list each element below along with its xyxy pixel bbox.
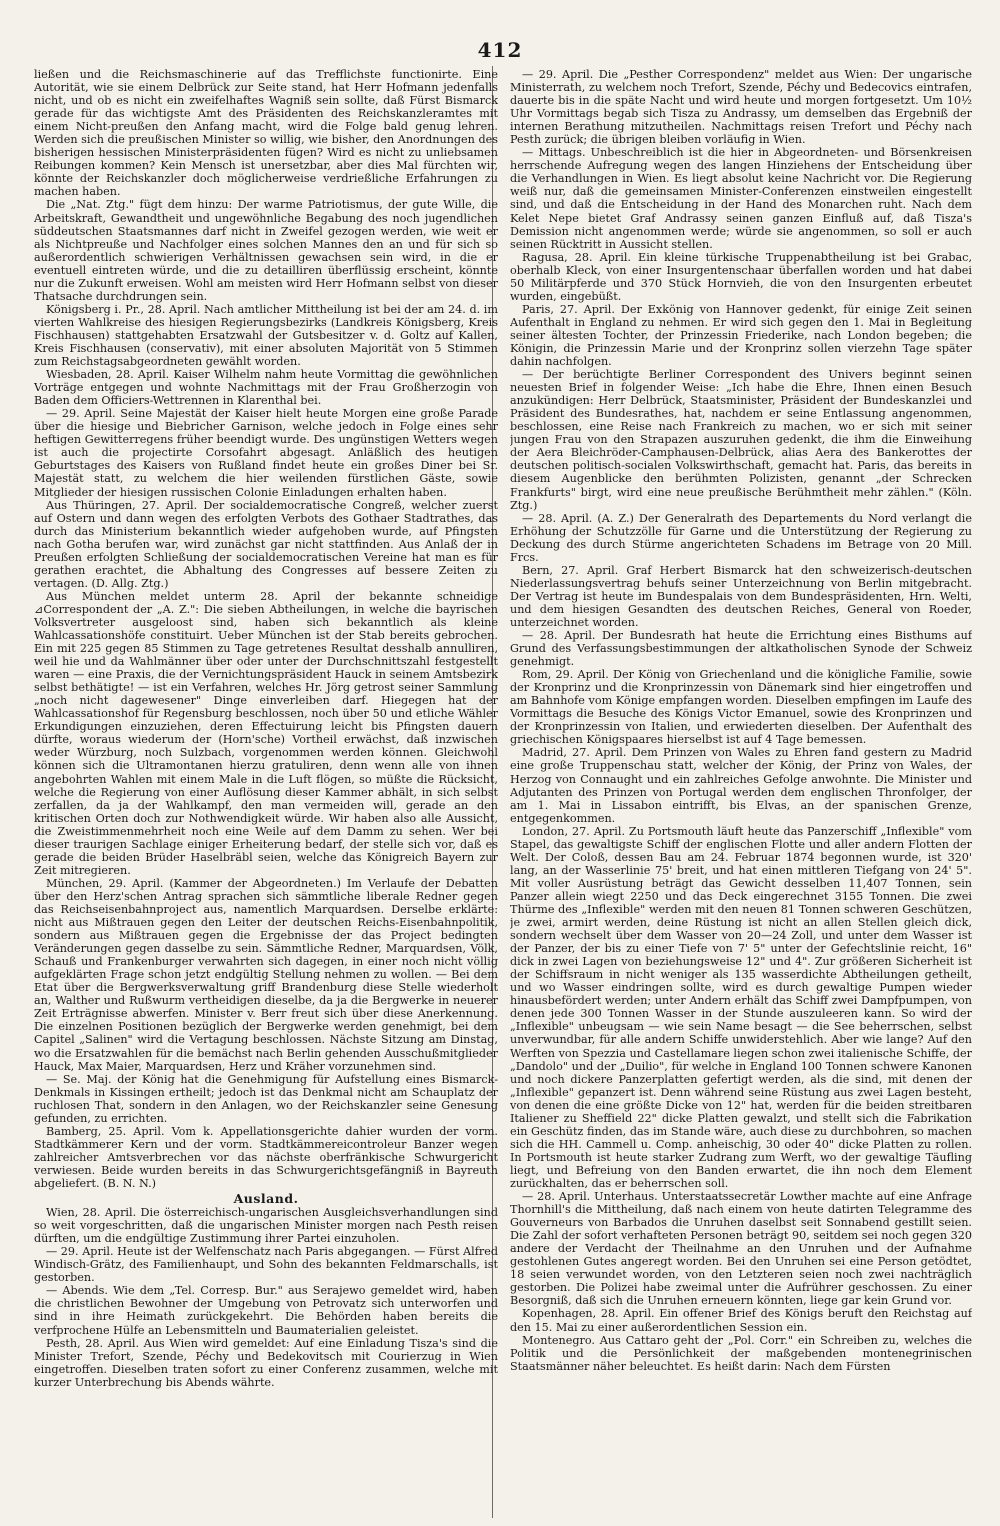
- article-paragraph: — 29. April. Die „Pesther Correspondenz" meldet aus Wien: Der ungarische Ministerrath, zu welchem noch Trefort, Szende, Péchy und Bedecovics eintrafen, dauerte bis in die späte Nacht und wird heute und morgen fortgesetzt. Um 10½ Uhr Vormittags begab sich Tisza zu Andrassy, um demselben das Ergebniß der internen Berathung mitzutheilen. Nachmittags reisen Trefort und Péchy nach Pesth zurück; die übrigen bleiben vorläufig in Wien.: [510, 68, 972, 147]
- section-heading-ausland: Ausland.: [233, 1191, 299, 1207]
- article-paragraph: Montenegro. Aus Cattaro geht der „Pol. Corr." ein Schreiben zu, welches die Politik und die Persönlichkeit der maßgebenden montenegrinischen Staatsmänner näher beleuchtet. Es heißt darin: Nach dem Fürsten: [510, 1333, 972, 1373]
- article-paragraph: Paris, 27. April. Der Exkönig von Hannover gedenkt, für einige Zeit seinen Aufenthalt in England zu nehmen. Er wird sich gegen den 1. Mai in Begleitung seiner ältesten Tochter, der Prinzessin Friederike, nach London begeben; die Königin, die Prinzessin Marie und der Kronprinz sollen vierzehn Tage später dahin nachfolgen.: [510, 302, 972, 369]
- right-column: [510, 68, 972, 1516]
- article-paragraph: — Abends. Wie dem „Tel. Corresp. Bur." aus Serajewo gemeldet wird, haben die christlichen Bewohner der Umgebung von Petrovatz sich unterworfen und sind in ihre Heimath zurückgekehrt. Die Behörden haben bereits die verfprochene Hülfe an Lebensmitteln und Baumaterialien geleistet.: [34, 1284, 498, 1337]
- article-paragraph: Wien, 28. April. Die österreichisch-ungarischen Ausgleichsverhandlungen sind so weit vorgeschritten, daß die ungarischen Minister morgen nach Pesth reisen dürften, um die endgültige Zustimmung ihrer Partei einzuholen.: [34, 1206, 498, 1246]
- article-paragraph: ließen und die Reichsmaschinerie auf das Trefflichste functionirte. Eine Autorität, wie sie einem Delbrück zur Seite stand, hat Herr Hofmann jedenfalls nicht, und ob es nicht ein zweifelhaftes Wagniß sein sollte, daß Fürst Bismarck gerade für das wichtigste Amt des Präsidenten des Reichskanzleramtes mit einem Nicht-preußen den Anfang macht, wird die Folge bald genug lehren. Werden sich die preußischen Minister so willig, wie bisher, den Anordnungen des bisherigen hessischen Ministerpräsidenten fügen? Wird es nicht zu unliebsamen Reibungen kommen? Kein Mensch ist unersetzbar, aber dies Mal fürchten wir, könnte der Reichskanzler doch möglicherweise verdrießliche Erfahrungen zu machen haben.: [34, 68, 498, 199]
- page-number: 412: [477, 38, 523, 62]
- article-paragraph: — 29. April. Heute ist der Welfenschatz nach Paris abgegangen. — Fürst Alfred Windisch-Grätz, des Familienhaupt, und Sohn des bekannten Feldmarschalls, ist gestorben.: [34, 1245, 498, 1285]
- article-paragraph: Kopenhagen, 28. April. Ein offener Brief des Königs beruft den Reichstag auf den 15. Mai zu einer außerordentlichen Session ein.: [510, 1307, 972, 1334]
- article-paragraph: — Der berüchtigte Berliner Correspondent des Univers beginnt seinen neuesten Brief in folgender Weise: „Ich habe die Ehre, Ihnen einen Besuch anzukündigen: Herr Delbrück, Staatsminister, Präsident der Bundeskanzlei und Präsident des Bundesrathes, hat, nachdem er seine Entlassung angenommen, beschlossen, eine Reise nach Frankreich zu machen, wo er sich mit seiner jungen Frau von den Strapazen auszuruhen gedenkt, die ihm die Einweihung der Aera Bleichröder-Camphausen-Delbrück, alias Aera des Bankerottes der deutschen politisch-socialen Volkswirthschaft, gemacht hat. Paris, das bereits in diesem Augenblicke den berühmten Polizisten, genannt „der Schrecken Frankfurts" birgt, wird eine neue preußische Berühmtheit mehr zählen." (Köln. Ztg.): [510, 368, 972, 512]
- article-paragraph: — 29. April. Seine Majestät der Kaiser hielt heute Morgen eine große Parade über die hiesige und Biebricher Garnison, welche jedoch in Folge eines sehr heftigen Gewitterregens früher beendigt wurde. Des ungünstigen Wetters wegen ist auch die projectirte Corsofahrt abgesagt. Anläßlich des heutigen Geburtstages des Kaisers von Rußland findet heute ein großes Diner bei Sr. Majestät statt, zu welchem die hier weilenden fürstlichen Gäste, sowie Mitglieder der hiesigen russischen Colonie Einladungen erhalten haben.: [34, 407, 498, 499]
- article-paragraph: Die „Nat. Ztg." fügt dem hinzu: Der warme Patriotismus, der gute Wille, die Arbeitskraft, Gewandtheit und ungewöhnliche Begabung des noch jugendlichen süddeutschen Staatsmannes darf nicht in Zweifel gezogen werden, wie weit er als Nichtpreuße und Nachfolger eines solchen Mannes den an und für sich so außerordentlich schwierigen Verhältnissen gewachsen sein wird, in die er eventuell eintreten würde, und die zu detailliren überflüssig erscheint, könnte nur die Zukunft erweisen. Wohl am meisten wird Herr Hofmann selbst von dieser Thatsache durchdrungen sein.: [34, 198, 498, 303]
- article-paragraph: Ragusa, 28. April. Ein kleine türkische Truppenabtheilung ist bei Grabac, oberhalb Kleck, von einer Insurgentenschaar überfallen worden und hat dabei 50 Militärpferde und 370 Stück Hornvieh, die von den Insurgenten erbeutet wurden, eingebüßt.: [510, 250, 972, 303]
- article-paragraph: Aus München meldet unterm 28. April der bekannte schneidige ⊿Correspondent der „A. Z.": Die sieben Abtheilungen, in welche die bayrischen Volksvertreter ausgeloost sind, haben sich bekanntlich als kleine Wahlcassationshöfe constituirt. Ueber München ist der Stab bereits gebrochen. Ein mit 225 gegen 85 Stimmen zu Tage getretenes Resultat desshalb annulliren, weil hie und da Wahlmänner über oder unter der Durchschnittszahl festgestellt waren — eine Praxis, die der Vernichtungspräsident Hauck in seinem Amtsbezirk selbst bethätigte! — ist ein Verfahren, welches Hr. Jörg getrost seiner Sammlung „noch nicht dagewesener" Dinge einverleiben darf. Hiegegen hat der Wahlcassationshof für Regensburg beschlossen, noch über 50 und etliche Wähler Erkundigungen einzuziehen, deren Effectuirung leicht bis Pfingsten dauern dürfte, woraus wiederum der (Horn'sche) Vortheil erwächst, daß inzwischen weder Würzburg, noch Sulzbach, vorgenommen werden können. Gleichwohl können sich die Ultramontanen hierzu gratuliren, denn wenn alle von ihnen angebohrten Wahlen mit einem Male in die Luft flögen, so müßte die Rücksicht, welche die Regierung von einer Auflösung dieser Kammer abhält, in sich selbst zerfallen, da ja der Wahlkampf, den man vermeiden will, gerade an den kritischen Orten doch zur Nothwendigkeit würde. Wir haben also alle Aussicht, die Zweistimmenmehrheit noch eine Weile auf dem Damm zu sehen. Wer bei dieser traurigen Sachlage einiger Erheiterung bedarf, der stelle sich vor, daß es gerade die beiden Brüder Haselbräbl seien, welche das Königreich Bayern zur Zeit mitregieren.: [34, 589, 498, 877]
- article-paragraph: — Se. Maj. der König hat die Genehmigung für Aufstellung eines Bismarck-Denkmals in Kissingen ertheilt; jedoch ist das Denkmal nicht am Schauplatz der ruchlosen That, sondern in den Anlagen, wo der Reichskanzler seine Genesung gefunden, zu errichten.: [34, 1072, 498, 1125]
- left-column: [34, 68, 498, 1516]
- article-paragraph: Wiesbaden, 28. April. Kaiser Wilhelm nahm heute Vormittag die gewöhnlichen Vorträge entgegen und wohnte Nachmittags mit der Frau Großherzogin von Baden dem Officiers-Wettrennen in Klarenthal bei.: [34, 368, 498, 408]
- article-paragraph: Bern, 27. April. Graf Herbert Bismarck hat den schweizerisch-deutschen Niederlassungsvertrag behufs seiner Unterzeichnung von Berlin mitgebracht. Der Vertrag ist heute im Bundespalais von dem Bundespräsidenten, Hrn. Welti, und dem hiesigen Gesandten des deutschen Reiches, General von Roeder, unterzeichnet worden.: [510, 563, 972, 629]
- article-paragraph: — 28. April. Unterhaus. Unterstaatssecretär Lowther machte auf eine Anfrage Thornhill's die Mittheilung, daß nach einem von heute datirten Telegramme des Gouverneurs von Barbados die Unruhen daselbst seit Sonnabend gestillt seien. Die Zahl der sofort verhafteten Personen beträgt 90, seitdem sei noch gegen 320 andere der Verdacht der Theilnahme an den Unruhen und der Aufnahme gestohlenen Gutes angeregt worden. Bei den Unruhen sei eine Person getödtet, 18 seien verwundet worden, von den Letzteren seien noch zwei nachträglich gestorben. Die Polizei habe zweimal unter die Aufrührer geschossen. Zu einer Besorgniß, daß sich die Unruhen erneuern könnten, liege gar kein Grund vor.: [510, 1190, 972, 1308]
- article-paragraph: Madrid, 27. April. Dem Prinzen von Wales zu Ehren fand gestern zu Madrid eine große Truppenschau statt, welcher der König, der Prinz von Wales, der Herzog von Connaught und ein zahlreiches Gefolge anwohnte. Die Minister und Adjutanten des Prinzen von Portugal werden dem englischen Thronfolger, der am 1. Mai in Lissabon eintrifft, bis Elvas, an der spanischen Grenze, entgegenkommen.: [510, 746, 972, 825]
- article-paragraph: London, 27. April. Zu Portsmouth läuft heute das Panzerschiff „Inflexible" vom Stapel, das gewaltigste Schiff der englischen Flotte und aller andern Flotten der Welt. Der Coloß, dessen Bau am 24. Februar 1874 begonnen wurde, ist 320' lang, an der Wasserlinie 75' breit, und hat einen mittleren Tiefgang von 24' 5". Mit voller Ausrüstung beträgt das Gewicht desselben 11,407 Tonnen, sein Panzer allein wiegt 2250 und das Deck eingerechnet 3155 Tonnen. Die zwei Thürme des „Inflexible" werden mit den neuen 81 Tonnen schweren Geschützen, je zwei, armirt werden, deine Rüstung ist nicht an allen Stellen gleich dick, sondern wechselt über dem Wasser von 20—24 Zoll, und unter dem Wasser ist der Panzer, der bis zu einer Tiefe von 7' 5" unter der Gefechtslinie reicht, 16" dick in zwei Lagen von beziehungsweise 12" und 4". Zur größeren Sicherheit ist der Schiffsraum in nicht weniger als 135 wasserdichte Abtheilungen getheilt, und wo Wasser eindringen sollte, wird es durch gewaltige Pumpen wieder hinausbefördert werden; unter Andern erhält das Schiff zwei Dampfpumpen, von denen jede 300 Tonnen Wasser in der Stunde auszuleeren kann. So wird der „Inflexible" unbeugsam — wie sein Name besagt — die See beherrschen, selbst unverwundbar, für alle andern Schiffe unwiderstehlich. Aber wie lange? Auf den Werften von Spezzia und Castellamare liegen schon zwei italienische Schiffe, der „Dandolo" und der „Duilio", für welche in England 100 Tonnen schwere Kanonen und noch dickere Panzerplatten gefertigt werden, als die sind, mit denen der „Inflexible" gepanzert ist. Denn während seine Rüstung aus zwei Lagen besteht, von denen die eine größte Dicke von 12" hat, werden für die beiden streitbaren Italiener zu Sheffield 22" dicke Platten gewalzt, und stellt sich die Fabrikation ein Geschütz finden, das im Stande wäre, auch diese zu durchbohren, so machen sich die HH. Cammell u. Comp. anheischig, 30 oder 40" dicke Platten zu rollen. In Portsmouth ist heute starker Zudrang zum Werft, wo der gewaltige Täufling liegt, und Befreiung von den Banden erwartet, die ihn noch dem Element zurückhalten, das er beherrschen soll.: [510, 824, 972, 1190]
- article-paragraph: — Mittags. Unbeschreiblich ist die hier in Abgeordneten- und Börsenkreisen herrschende Aufregung wegen des langen Hinziehens der Entscheidung über die Verhandlungen in Wien. Es liegt absolut keine Nachricht vor. Die Regierung weiß nur, daß die gemeinsamen Minister-Conferenzen einstweilen eingestellt sind, und daß die Entscheidung in der Hand des Monarchen ruht. Nach dem Kelet Nepe bietet Graf Andrassy seinen ganzen Einfluß auf, daß Tisza's Demission nicht angenommen werde; würde sie angenommen, so soll er auch seinen Rücktritt in Aussicht stellen.: [510, 146, 972, 251]
- article-paragraph: München, 29. April. (Kammer der Abgeordneten.) Im Verlaufe der Debatten über den Herz'schen Antrag sprachen sich sämmtliche liberale Redner gegen das Reichseisenbahnproject aus, namentlich Marquardsen. Derselbe erklärte: nicht aus Mißtrauen gegen den Leiter der deutschen Reichs-Eisenbahnpolitik, sondern aus Mißtrauen gegen die Ergebnisse der das Project bedingten Veränderungen gegen dasselbe zu sein. Sämmtliche Redner, Marquardsen, Völk, Schauß und Frankenburger verwahrten sich dagegen, in einer noch nicht völlig aufgeklärten Frage schon jetzt endgültig Stellung nehmen zu wollen. — Bei dem Etat über die Bergwerksverwaltung griff Brandenburg diese Stelle wiederholt an, Walther und Rußwurm vertheidigen dieselbe, da ja die Bergwerke in neuerer Zeit Erträgnisse abwerfen. Minister v. Berr freut sich über diese Anerkennung. Die einzelnen Positionen bezüglich der Bergwerke werden genehmigt, bei dem Capitel „Salinen" wird die Vertagung beschlossen. Nächste Sitzung am Dinstag, wo die Ersatzwahlen für die bemächst nach Berlin gehenden Ausschußmitglieder Hauck, Max Maier, Marquardsen, Herz und Kräher vorzunehmen sind.: [34, 876, 498, 1073]
- article-paragraph: Pesth, 28. April. Aus Wien wird gemeldet: Auf eine Einladung Tisza's sind die Minister Trefort, Szende, Péchy und Bedekovitsch mit Courierzug in Wien eingetroffen. Dieselben traten sofort zu einer Conferenz zusammen, welche mit kurzer Unterbrechung bis Abends währte.: [34, 1336, 498, 1389]
- article-paragraph: Königsberg i. Pr., 28. April. Nach amtlicher Mittheilung ist bei der am 24. d. im vierten Wahlkreise des hiesigen Regierungsbezirks (Landkreis Königsberg, Kreis Fischhausen) stattgehabten Ersatzwahl der Gutsbesitzer v. d. Goltz auf Kallen, Kreis Fischhausen (conservativ), mit einer absoluten Majorität von 5 Stimmen zum Reichstagsabgeordneten gewählt worden.: [34, 302, 498, 369]
- article-paragraph: Aus Thüringen, 27. April. Der socialdemocratische Congreß, welcher zuerst auf Ostern und dann wegen des erfolgten Verbots des Gothaer Stadtrathes, das durch das Ministerium bekanntlich wieder aufgehoben wurde, auf Pfingsten nach Gotha berufen war, wird zunächst gar nicht stattfinden. Aus Anlaß der in Preußen erfolgten Schließung der socialdemocratischen Vereine hat man es für gerathen erachtet, die Abhaltung des Congresses auf bessere Zeiten zu vertagen. (D. Allg. Ztg.): [34, 498, 498, 590]
- article-paragraph: Bamberg, 25. April. Vom k. Appellationsgerichte dahier wurden der vorm. Stadtkämmerer Kern und der vorm. Stadtkämmereicontroleur Banzer wegen zahlreicher Amtsverbrechen vor das nächste oberfränkische Schwurgericht verwiesen. Beide wurden bereits in das Schwurgerichtsgefängniß in Bayreuth abgeliefert. (B. N. N.): [34, 1124, 498, 1190]
- article-paragraph: — 28. April. (A. Z.) Der Generalrath des Departements du Nord verlangt die Erhöhung der Schutzzölle für Garne und die Unterstützung der Regierung zu Deckung des durch Stürme angerichteten Schadens im Betrage von 20 Mill. Frcs.: [510, 511, 972, 564]
- article-paragraph: Rom, 29. April. Der König von Griechenland und die königliche Familie, sowie der Kronprinz und die Kronprinzessin von Dänemark sind hier eingetroffen und am Bahnhofe vom Könige empfangen worden. Dieselben empfingen im Laufe des Vormittags die Besuche des Königs Victor Emanuel, sowie des Kronprinzen und der Kronprinzessin von Italien, und erwiederten dieselben. Der Aufenthalt des griechischen Königspaares hierselbst ist auf 4 Tage bemessen.: [510, 668, 972, 747]
- article-paragraph: — 28. April. Der Bundesrath hat heute die Errichtung eines Bisthums auf Grund des Verfassungsbestimmungen der altkatholischen Synode der Schweiz genehmigt.: [510, 629, 972, 669]
